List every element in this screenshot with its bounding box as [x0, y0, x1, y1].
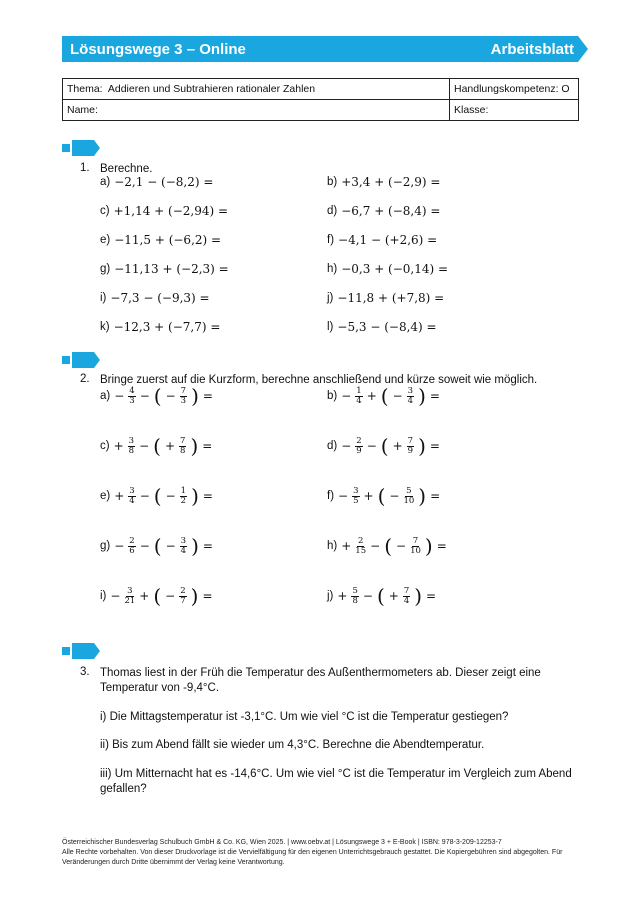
numerator: 3	[128, 435, 135, 446]
paren-open: (	[384, 534, 392, 558]
denominator: 4	[129, 495, 135, 506]
numerator: 7	[180, 385, 187, 396]
paren-close: )	[191, 534, 199, 558]
task2-item	[100, 536, 213, 556]
numerator: 2	[356, 435, 362, 446]
task1-item	[327, 291, 444, 305]
item-expression: −11,13 + (−2,3) =	[114, 262, 229, 276]
task1-item	[327, 320, 437, 334]
fraction	[410, 537, 421, 556]
paren-close: )	[191, 484, 199, 508]
footer	[62, 838, 582, 868]
numerator: 5	[352, 585, 358, 596]
sign: +	[388, 589, 399, 603]
paren-open: (	[153, 434, 161, 458]
task2-item	[100, 386, 213, 406]
fraction	[407, 437, 414, 456]
task2-item	[100, 486, 213, 506]
operator: −	[139, 389, 150, 403]
kompetenz-cell: Handlungskompetenz: O	[450, 79, 579, 100]
item-label: g)	[100, 263, 111, 275]
denominator: 4	[407, 395, 414, 406]
fraction	[180, 537, 187, 556]
task1-item	[100, 262, 229, 276]
numerator: 1	[180, 485, 187, 496]
numerator: 3	[127, 585, 133, 596]
paren-open: (	[376, 584, 385, 608]
denominator: 21	[124, 595, 136, 606]
denominator: 10	[403, 495, 415, 506]
item-expression: −6,7 + (−8,4) =	[341, 204, 441, 218]
equals: =	[426, 589, 437, 603]
paren-open: (	[380, 384, 389, 408]
item-expression: −5,3 − (−8,4) =	[337, 320, 437, 334]
sign: −	[341, 389, 352, 403]
banner-arrow	[578, 36, 588, 62]
numerator: 1	[356, 385, 362, 396]
numerator: 2	[358, 535, 364, 546]
denominator: 4	[403, 595, 410, 606]
numerator: 2	[129, 535, 135, 546]
item-label: f)	[327, 234, 335, 246]
thema-cell: Thema: Addieren und Subtrahieren rationaler Zahlen	[63, 79, 450, 100]
paren-close: )	[424, 534, 433, 558]
task1-item	[100, 320, 220, 334]
equals: =	[436, 539, 447, 553]
sign: −	[165, 389, 176, 403]
equals: =	[202, 389, 213, 403]
denominator: 3	[180, 395, 187, 406]
numerator: 4	[129, 385, 135, 396]
operator: −	[139, 539, 150, 553]
item-expression: −11,5 + (−6,2) =	[114, 233, 222, 247]
item-label: i)	[100, 292, 107, 304]
item-label: j)	[327, 292, 334, 304]
operator: −	[362, 589, 373, 603]
task2-number: 2.	[80, 373, 90, 385]
item-label: b)	[327, 176, 338, 188]
denominator: 10	[410, 545, 421, 556]
fraction	[180, 387, 187, 406]
worksheet-type: Arbeitsblatt	[490, 40, 574, 58]
numerator: 3	[407, 385, 414, 396]
fraction	[128, 537, 135, 556]
numerator: 7	[407, 435, 414, 446]
denominator: 8	[180, 445, 186, 456]
task1-item	[100, 204, 228, 218]
task2-text: Bringe zuerst auf die Kurzform, berechne anschließend und kürze soweit wie möglich.	[100, 374, 538, 386]
sign: −	[392, 389, 403, 403]
task1-item	[100, 233, 221, 247]
fraction	[352, 487, 359, 506]
operator: −	[370, 539, 381, 553]
denominator: 7	[180, 595, 186, 606]
item-label: e)	[100, 234, 111, 246]
fraction	[355, 387, 362, 406]
sign: +	[392, 439, 403, 453]
item-expression: −2,1 − (−8,2) =	[114, 175, 214, 189]
operator: −	[366, 439, 377, 453]
klasse-field[interactable]: Klasse:	[450, 100, 579, 121]
numerator: 7	[180, 435, 186, 446]
operator: +	[139, 589, 150, 603]
paren-close: )	[191, 384, 199, 408]
numerator: 3	[353, 485, 359, 496]
paren-open: (	[377, 484, 386, 508]
denominator: 8	[128, 445, 135, 456]
fraction	[180, 487, 187, 506]
denominator: 9	[407, 445, 414, 456]
numerator: 2	[180, 585, 186, 596]
fraction	[128, 487, 135, 506]
task3-number: 3.	[80, 666, 90, 678]
task1-item	[327, 262, 448, 276]
task3-text: Thomas liest in der Früh die Temperatur des Außenthermometers ab. Dieser zeigt eine Temperatur von -9,4°C.	[100, 667, 541, 694]
item-label: d)	[327, 205, 338, 217]
denominator: 9	[356, 445, 362, 456]
item-label: b)	[327, 390, 338, 402]
sign: +	[337, 589, 348, 603]
fraction	[128, 437, 135, 456]
paren-close: )	[418, 434, 426, 458]
fraction	[407, 387, 414, 406]
sign: −	[114, 539, 125, 553]
sign: −	[114, 389, 125, 403]
item-expression: −4,1 − (+2,6) =	[338, 233, 438, 247]
fraction	[179, 437, 186, 456]
header-banner	[62, 36, 578, 62]
item-label: f)	[327, 490, 335, 502]
task2-item	[327, 586, 436, 606]
item-label: a)	[100, 390, 111, 402]
denominator: 4	[180, 545, 187, 556]
denominator: 8	[352, 595, 358, 606]
sign: −	[338, 489, 349, 503]
sign: −	[110, 589, 121, 603]
denominator: 4	[356, 395, 362, 406]
item-expression: −7,3 − (−9,3) =	[110, 291, 210, 305]
operator: +	[363, 489, 374, 503]
info-table	[62, 78, 579, 121]
footer-line2: Alle Rechte vorbehalten. Von dieser Druckvorlage ist die Vervielfältigung für den eigenen Unterrichtsgebrauch gestattet. Die Kopiergebühren sind abgegolten. Für Veränderungen durch Dritte übernimmt der Verlag keine Verantwortung.	[62, 849, 563, 866]
item-label: e)	[100, 490, 111, 502]
item-label: d)	[327, 440, 338, 452]
task3-part-ii: ii) Bis zum Abend fällt sie wieder um 4,3°C. Berechne die Abendtemperatur.	[100, 739, 485, 751]
item-label: j)	[327, 590, 334, 602]
equals: =	[202, 539, 213, 553]
task3-part-i: i) Die Mittagstemperatur ist -3,1°C. Um wie viel °C ist die Temperatur gestiegen?	[100, 711, 509, 723]
task2-item	[327, 486, 440, 506]
denominator: 3	[129, 395, 135, 406]
task-marker-icon	[62, 643, 98, 659]
task1-item	[327, 204, 440, 218]
numerator: 3	[180, 535, 187, 546]
paren-open: (	[153, 484, 162, 508]
item-label: c)	[100, 205, 110, 217]
task3-part-iii: iii) Um Mitternacht hat es -14,6°C. Um wie viel °C ist die Temperatur im Vergleich zum Abend gefallen?	[100, 768, 572, 795]
equals: =	[202, 439, 213, 453]
item-label: h)	[327, 540, 338, 552]
task1-item	[100, 175, 213, 189]
task1-item	[100, 291, 210, 305]
worksheet-title: Lösungswege 3 – Online	[70, 40, 246, 58]
sign: +	[341, 539, 352, 553]
equals: =	[202, 589, 213, 603]
item-label: i)	[100, 590, 107, 602]
name-field[interactable]: Name:	[63, 100, 450, 121]
item-expression: +3,4 + (−2,9) =	[341, 175, 441, 189]
equals: =	[429, 439, 440, 453]
task-marker-icon	[62, 140, 98, 156]
equals: =	[202, 489, 213, 503]
paren-open: (	[153, 584, 162, 608]
task1-text: Berechne.	[100, 163, 153, 175]
item-label: h)	[327, 263, 338, 275]
item-expression: −11,8 + (+7,8) =	[337, 291, 445, 305]
task1-item	[327, 233, 437, 247]
item-expression: −0,3 + (−0,14) =	[341, 262, 449, 276]
fraction	[351, 587, 358, 606]
paren-close: )	[418, 484, 427, 508]
thema-value: Addieren und Subtrahieren rationaler Zahlen	[107, 83, 316, 95]
sign: −	[165, 589, 176, 603]
task1-item	[327, 175, 440, 189]
paren-close: )	[190, 584, 199, 608]
operator: +	[366, 389, 377, 403]
denominator: 6	[129, 545, 135, 556]
equals: =	[429, 389, 440, 403]
fraction	[179, 587, 186, 606]
item-label: a)	[100, 176, 111, 188]
sign: +	[114, 489, 125, 503]
denominator: 15	[355, 545, 367, 556]
paren-open: (	[380, 434, 389, 458]
paren-open: (	[153, 384, 162, 408]
task2-item	[327, 386, 440, 406]
numerator: 7	[412, 535, 419, 546]
denominator: 5	[353, 495, 359, 506]
fraction	[403, 587, 410, 606]
sign: −	[165, 489, 176, 503]
item-label: c)	[100, 440, 110, 452]
footer-line1: Österreichischer Bundesverlag Schulbuch GmbH & Co. KG, Wien 2025. | www.oebv.at | Lösungswege 3 + E-Book | ISBN: 978-3-209-12253-7	[62, 839, 502, 846]
task2-item	[327, 536, 447, 556]
item-label: k)	[100, 321, 110, 333]
fraction	[128, 387, 135, 406]
task2-item	[100, 586, 213, 606]
fraction	[355, 437, 362, 456]
item-expression: +1,14 + (−2,94) =	[113, 204, 229, 218]
denominator: 2	[180, 495, 187, 506]
item-label: l)	[327, 321, 334, 333]
sign: +	[113, 439, 124, 453]
task2-item	[100, 436, 212, 456]
paren-close: )	[418, 384, 426, 408]
paren-close: )	[414, 584, 423, 608]
equals: =	[430, 489, 441, 503]
task1-number: 1.	[80, 162, 90, 174]
numerator: 3	[129, 485, 135, 496]
numerator: 5	[406, 485, 412, 496]
paren-open: (	[153, 534, 162, 558]
item-expression: −12,3 + (−7,7) =	[113, 320, 221, 334]
fraction	[403, 487, 414, 506]
task2-item	[327, 436, 440, 456]
task-marker-icon	[62, 352, 98, 368]
item-label: g)	[100, 540, 111, 552]
operator: −	[139, 489, 150, 503]
numerator: 7	[403, 585, 410, 596]
operator: −	[139, 439, 150, 453]
sign: −	[341, 439, 352, 453]
fraction	[355, 537, 366, 556]
sign: +	[164, 439, 176, 453]
sign: −	[165, 539, 176, 553]
sign: −	[389, 489, 400, 503]
fraction	[124, 587, 135, 606]
paren-close: )	[190, 434, 199, 458]
sign: −	[396, 539, 407, 553]
